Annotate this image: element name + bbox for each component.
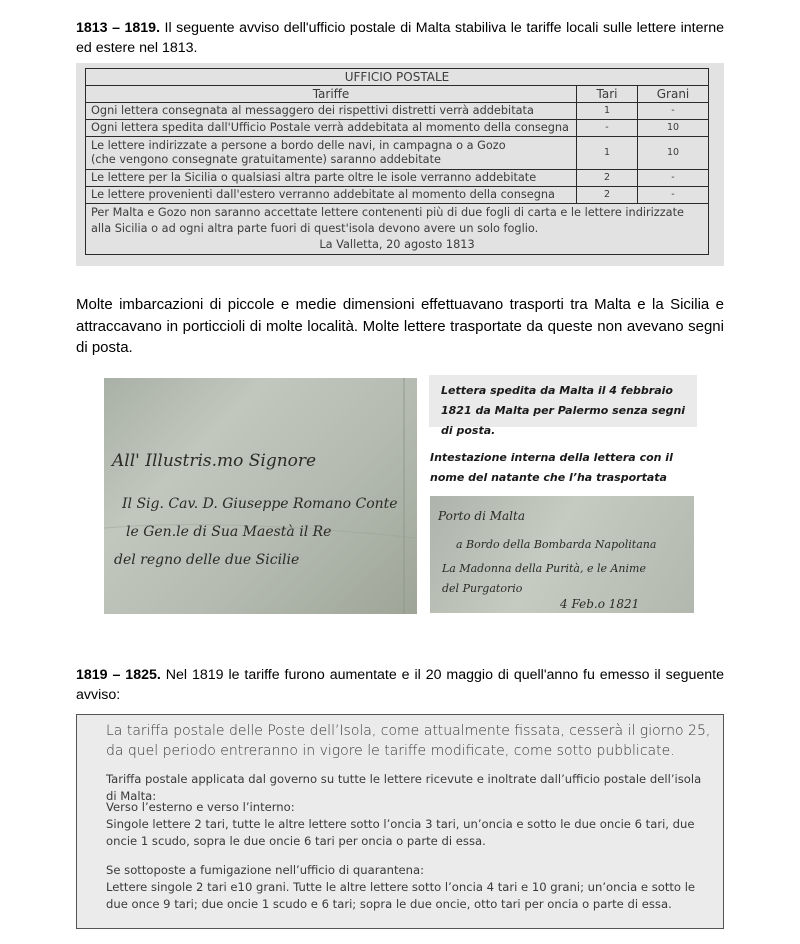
intro-1813-paragraph bbox=[76, 19, 724, 58]
letter-caption-box bbox=[429, 375, 697, 437]
notice-subheading: Se sottoposte a fumigazione nell’ufficio di quarantena: bbox=[106, 863, 424, 877]
period-heading: 1819 – 1825. bbox=[76, 667, 161, 683]
notice-text: Lettere singole 2 tari e10 grani. Tutte le altre lettere sotto l’oncia 4 tari e 10 grani; un’oncia e sotto le due once 9 tari; due oncie 1 scudo e 6 tari; sopra le due oncie, otto tari per oncia o parte di essa. bbox=[106, 880, 696, 911]
handwritten-line: a Bordo della Bombarda Napolitana bbox=[456, 538, 657, 551]
column-header-tari: Tari bbox=[577, 86, 638, 103]
boats-paragraph: Molte imbarcazioni di piccole e medie dimensioni effettuavano trasporti tra Malta e la Sicilia e attraccavano in porticcioli di molte località. Molte lettere trasportate da queste non avevano segni di posta. bbox=[76, 296, 724, 356]
table-row bbox=[86, 170, 709, 187]
period-heading: 1813 – 1819. bbox=[76, 20, 161, 36]
table-header-row bbox=[86, 86, 709, 103]
tariff-table bbox=[85, 68, 709, 255]
row-text bbox=[86, 137, 577, 170]
notice-paragraph-3 bbox=[106, 799, 706, 850]
notice-paragraph-4 bbox=[106, 862, 706, 913]
row-grani: - bbox=[638, 187, 709, 204]
row-tari: 1 bbox=[577, 137, 638, 170]
row-grani: 10 bbox=[638, 120, 709, 137]
notice-text: Singole lettere 2 tari, tutte le altre lettere sotto l’oncia 3 tari, un’oncia e sotto le due oncie 6 tari, due oncie 1 scudo, sopra le due oncie 6 tari per oncia o parte di essa. bbox=[106, 817, 695, 848]
handwritten-line: le Gen.le di Sua Maestà il Re bbox=[126, 524, 332, 540]
intro-1819-paragraph bbox=[76, 666, 724, 705]
row-text: Ogni lettera consegnata al messaggero dei rispettivi distretti verrà addebitata bbox=[86, 103, 577, 120]
letter-cover-image bbox=[104, 378, 417, 614]
table-row bbox=[86, 187, 709, 204]
table-row bbox=[86, 137, 709, 170]
row-grani: 10 bbox=[638, 137, 709, 170]
table-title: UFFICIO POSTALE bbox=[86, 69, 709, 86]
row-text-line2: (che vengono consegnate gratuitamente) saranno addebitate bbox=[91, 153, 441, 166]
handwritten-line: 4 Feb.o 1821 bbox=[560, 597, 640, 611]
notice-paragraph-1: La tariffa postale delle Poste dell’Isola, come attualmente fissata, cesserà il giorno 25, da quel periodo entreranno in vigore le tariffe modificate, come sotto pubblicate. bbox=[106, 723, 711, 759]
header-caption: Intestazione interna della lettera con il nome del natante che l’ha trasportata bbox=[430, 451, 673, 484]
letter-caption: Lettera spedita da Malta il 4 febbraio 1821 da Malta per Palermo senza segni di posta. bbox=[441, 384, 686, 437]
row-tari: 1 bbox=[577, 103, 638, 120]
table-row bbox=[86, 120, 709, 137]
intro-text: Nel 1819 le tariffe furono aumentate e il 20 maggio di quell'anno fu emesso il seguente avviso: bbox=[76, 667, 724, 703]
row-tari: 2 bbox=[577, 170, 638, 187]
handwritten-line: All' Illustris.mo Signore bbox=[112, 451, 317, 471]
table-footer-row bbox=[86, 204, 709, 255]
handwritten-line: del regno delle due Sicilie bbox=[114, 552, 300, 568]
handwritten-line: Il Sig. Cav. D. Giuseppe Romano Conte bbox=[122, 496, 398, 512]
notice-box bbox=[76, 714, 724, 929]
notice-paragraph-2: Tariffa postale applicata dal governo su tutte le lettere ricevute e inoltrate dall’ufficio postale dell’isola di Malta: bbox=[106, 772, 702, 803]
row-tari: - bbox=[577, 120, 638, 137]
handwritten-line: La Madonna della Purità, e le Anime bbox=[442, 562, 646, 575]
footer-text: Per Malta e Gozo non saranno accettate lettere contenenti più di due fogli di carta e le lettere indirizzate alla Sicilia o ad ogni altra parte fuori di quest'isola devono avere un solo foglio. bbox=[91, 206, 684, 235]
intro-text: Il seguente avviso dell'ufficio postale di Malta stabiliva le tariffe locali sulle lettere interne ed estere nel 1813. bbox=[76, 20, 724, 56]
letter-header-image bbox=[430, 496, 694, 613]
notice-subheading: Verso l’esterno e verso l’interno: bbox=[106, 800, 295, 814]
table-row bbox=[86, 103, 709, 120]
table-footer bbox=[86, 204, 709, 255]
row-text: Ogni lettera spedita dall'Ufficio Postale verrà addebitata al momento della consegna bbox=[86, 120, 577, 137]
row-text-line1: Le lettere indirizzate a persone a bordo delle navi, in campagna o a Gozo bbox=[91, 139, 506, 152]
column-header-tariffe: Tariffe bbox=[86, 86, 577, 103]
row-text: Le lettere provenienti dall'estero verranno addebitate al momento della consegna bbox=[86, 187, 577, 204]
tariff-notice-table-block bbox=[76, 63, 724, 266]
row-text: Le lettere per la Sicilia o qualsiasi altra parte oltre le isole verranno addebitate bbox=[86, 170, 577, 187]
row-grani: - bbox=[638, 103, 709, 120]
column-header-grani: Grani bbox=[638, 86, 709, 103]
row-tari: 2 bbox=[577, 187, 638, 204]
handwritten-line: Porto di Malta bbox=[438, 509, 525, 523]
handwritten-line: del Purgatorio bbox=[442, 582, 523, 595]
row-grani: - bbox=[638, 170, 709, 187]
footer-signature: La Valletta, 20 agosto 1813 bbox=[319, 238, 475, 251]
table-title-row bbox=[86, 69, 709, 86]
